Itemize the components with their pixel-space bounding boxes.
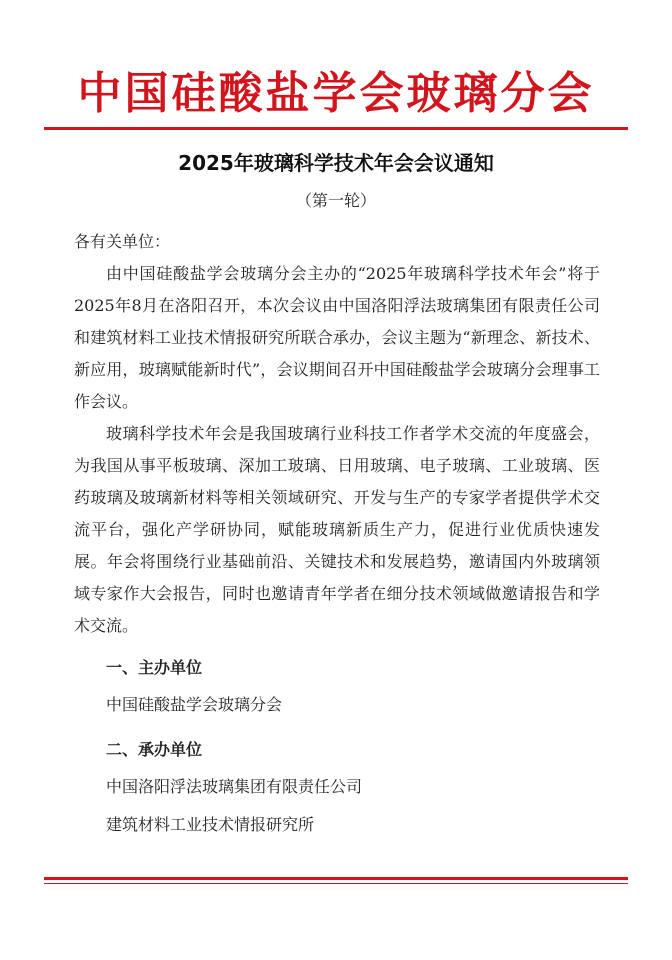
co-organizer-item: 中国洛阳浮法玻璃集团有限责任公司	[106, 777, 363, 796]
paragraph-background: 玻璃科学技术年会是我国玻璃行业科技工作者学术交流的年度盛会，为我国从事平板玻璃、深加工玻璃、日用玻璃、电子玻璃、工业玻璃、医药玻璃及玻璃新材料等相关领域研究、开发与生产的专家学者提供学术交流平台，强化产学研协同，赋能玻璃新质生产力，促进行业优质快速发展。年会将围绕行业基础前沿、关键技术和发展趋势，邀请国内外玻璃领域专家作大会报告，同时也邀请青年学者在细分技术领域做邀请报告和学术交流。	[74, 424, 600, 635]
footer-red-rule-thin	[44, 883, 628, 884]
letterhead-org-name: 中国硅酸盐学会玻璃分会	[77, 68, 595, 119]
section-heading-organizer: 一、主办单位	[106, 658, 203, 677]
document-title: 2025年玻璃科学技术年会会议通知	[178, 151, 494, 175]
document-body	[74, 226, 600, 844]
organizer-item: 中国硅酸盐学会玻璃分会	[106, 695, 283, 714]
document-round: （第一轮）	[295, 191, 376, 210]
footer-red-rule	[44, 877, 628, 880]
salutation: 各有关单位：	[74, 232, 171, 251]
section-heading-co-organizer: 二、承办单位	[106, 740, 203, 759]
paragraph-intro: 由中国硅酸盐学会玻璃分会主办的“2025年玻璃科学技术年会”将于2025年8月在洛阳召开，本次会议由中国洛阳浮法玻璃集团有限责任公司和建筑材料工业技术情报研究所联合承办，会议主题为“新理念、新技术、新应用，玻璃赋能新时代”，会议期间召开中国硅酸盐学会玻璃分会理事工作会议。	[74, 264, 600, 411]
letterhead-red-rule	[44, 127, 628, 130]
co-organizer-item: 建筑材料工业技术情报研究所	[106, 815, 315, 834]
